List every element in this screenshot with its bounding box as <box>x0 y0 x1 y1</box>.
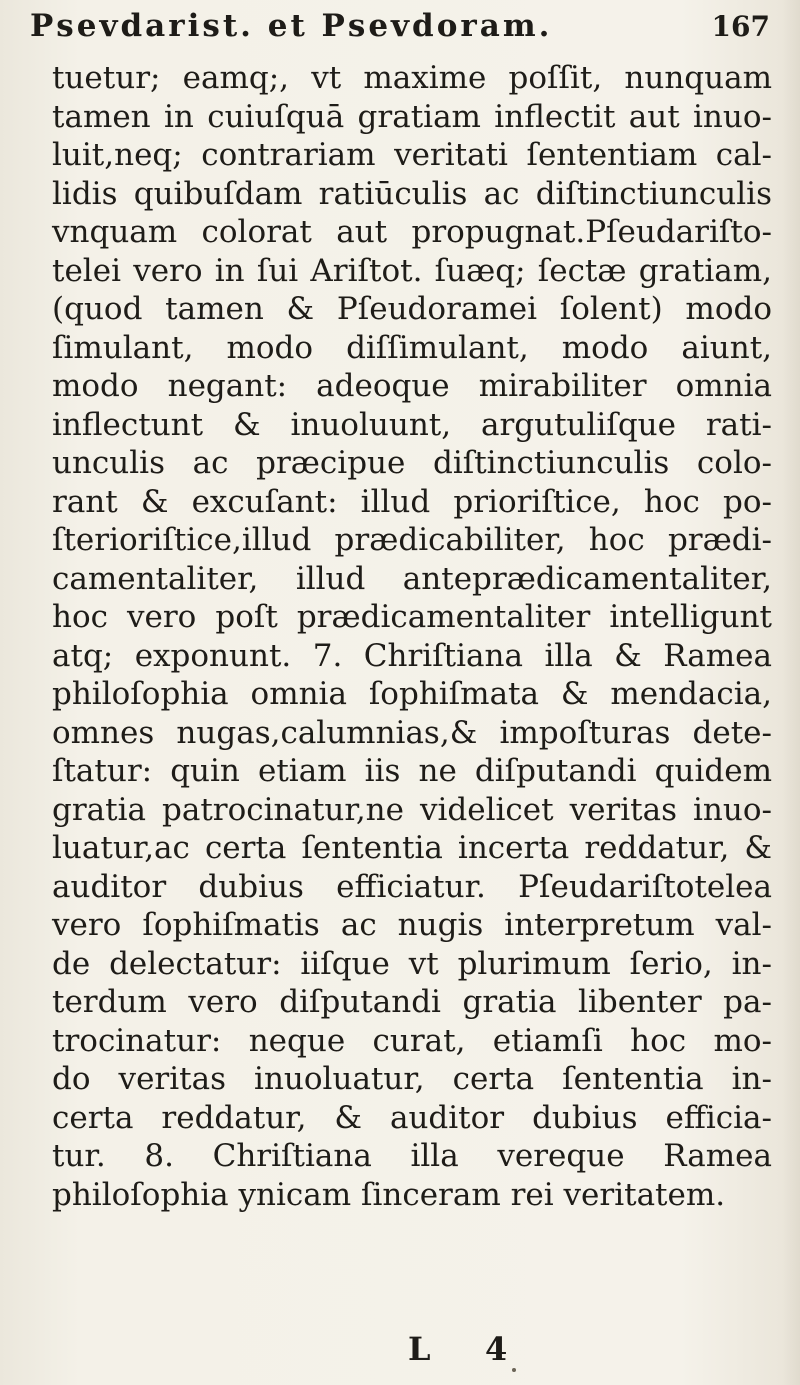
text-line: hoc vero poſt prædicamentaliter intelligunt <box>52 599 772 635</box>
text-line: terdum vero diſputandi gratia libenter pa- <box>52 984 772 1020</box>
running-title: Psevdarist. et Psevdoram. <box>30 8 553 44</box>
text-line: ſtatur: quin etiam iis ne diſputandi quidem <box>52 753 772 789</box>
text-line: luatur,ac certa ſententia incerta reddatur, & <box>52 830 772 866</box>
running-header <box>30 8 770 44</box>
text-line: ſterioriſtice,illud prædicabiliter, hoc prædi- <box>52 522 772 558</box>
text-line: vero ſophiſmatis ac nugis interpretum val- <box>52 907 772 943</box>
text-line: (quod tamen & Pſeudoramei ſolent) modo <box>52 291 772 327</box>
text-line: omnes nugas,calumnias,& impoſturas dete- <box>52 714 772 751</box>
page-number: 167 <box>711 10 770 43</box>
text-line: luit,neq; contrariam veritati ſententiam cal- <box>52 137 772 173</box>
text-line: telei vero in ſui Ariſtot. ſuæq; ſectæ gratiam, <box>52 252 772 289</box>
text-line: trocinatur: neque curat, etiamſi hoc mo- <box>52 1022 772 1059</box>
text-line: modo negant: adeoque mirabiliter omnia <box>52 368 772 404</box>
signature-letter: L <box>408 1330 431 1368</box>
text-line: ſimulant, modo diſſimulant, modo aiunt, <box>52 329 772 366</box>
text-line: certa reddatur, & auditor dubius efficia- <box>52 1099 772 1136</box>
text-line: do veritas inuoluatur, certa ſententia in- <box>52 1061 772 1097</box>
text-line: atq; exponunt. 7. Chriſtiana illa & Ramea <box>52 637 772 674</box>
text-line: tur. 8. Chriſtiana illa vereque Ramea <box>52 1138 772 1174</box>
text-line: unculis ac præcipue diſtinctiunculis colo- <box>52 445 772 481</box>
ink-speck <box>512 1368 516 1372</box>
text-line: auditor dubius efficiatur. Pſeudariſtotelea <box>52 868 772 905</box>
text-line: rant & excuſant: illud prioriſtice, hoc po- <box>52 483 772 520</box>
body-text <box>52 59 772 1214</box>
text-line: lidis quibuſdam ratiūculis ac diſtinctiunculis <box>52 175 772 212</box>
text-line: vnquam colorat aut propugnat.Pſeudariſto- <box>52 214 772 250</box>
text-line: inflectunt & inuoluunt, argutuliſque rati- <box>52 406 772 443</box>
text-line: tuetur; eamq;, vt maxime poſſit, nunquam <box>52 60 772 96</box>
text-line: tamen in cuiuſquā gratiam inflectit aut inuo- <box>52 98 772 135</box>
text-line: camentaliter, illud anteprædicamentaliter, <box>52 560 772 597</box>
text-line: de delectatur: iiſque vt plurimum ſerio, in- <box>52 945 772 982</box>
text-line: philoſophia omnia ſophiſmata & mendacia, <box>52 676 772 712</box>
page-edge-shadow <box>782 0 800 1385</box>
text-line: gratia patrocinatur,ne videlicet veritas inuo- <box>52 791 772 828</box>
signature-number: 4 <box>485 1330 508 1368</box>
text-line: philoſophia ynicam ſinceram rei veritatem. <box>52 1176 726 1213</box>
